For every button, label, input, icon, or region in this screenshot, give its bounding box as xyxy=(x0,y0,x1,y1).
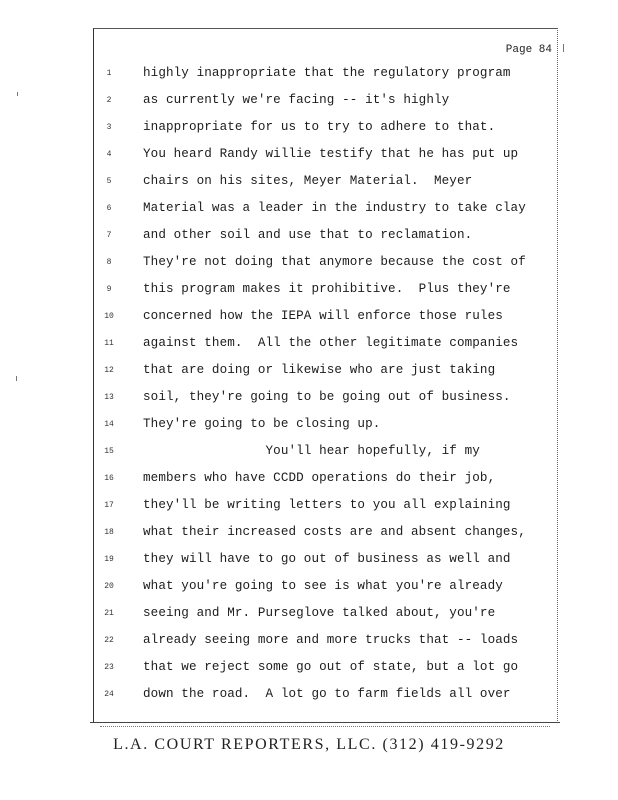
line-number: 10 xyxy=(104,312,114,321)
line-text: inappropriate for us to try to adhere to that. xyxy=(143,120,496,134)
line-number: 7 xyxy=(106,231,112,240)
line-text: against them. All the other legitimate companies xyxy=(143,336,519,350)
line-text: they will have to go out of business as well and xyxy=(143,552,511,566)
line-text: members who have CCDD operations do their job, xyxy=(143,471,496,485)
page-number: Page 84 xyxy=(505,44,552,56)
line-text: soil, they're going to be going out of business. xyxy=(143,390,511,404)
line-number: 6 xyxy=(106,204,112,213)
line-text: and other soil and use that to reclamation. xyxy=(143,228,473,242)
line-text: what their increased costs are and absent changes, xyxy=(143,525,526,539)
scan-speck xyxy=(16,376,17,381)
line-text: that are doing or likewise who are just taking xyxy=(143,363,496,377)
line-number: 15 xyxy=(104,447,114,456)
line-text: down the road. A lot go to farm fields all over xyxy=(143,687,511,701)
line-number: 11 xyxy=(104,339,114,348)
line-number: 9 xyxy=(106,285,112,294)
line-number: 1 xyxy=(106,69,112,78)
scan-speck xyxy=(17,92,18,96)
line-text: You heard Randy willie testify that he has put up xyxy=(143,147,519,161)
line-number: 21 xyxy=(104,609,114,618)
line-number: 8 xyxy=(106,258,112,267)
line-number: 23 xyxy=(104,663,114,672)
line-text: You'll hear hopefully, if my xyxy=(143,444,480,458)
line-text: already seeing more and more trucks that -- loads xyxy=(143,633,519,647)
line-text: Material was a leader in the industry to take clay xyxy=(143,201,526,215)
page-bottom-rule xyxy=(90,722,560,723)
scan-speck xyxy=(563,44,564,52)
line-number: 12 xyxy=(104,366,114,375)
line-text: concerned how the IEPA will enforce those rules xyxy=(143,309,503,323)
line-number: 14 xyxy=(104,420,114,429)
line-text: they'll be writing letters to you all explaining xyxy=(143,498,511,512)
page-bottom-rule-dotted xyxy=(100,726,550,727)
line-number: 5 xyxy=(106,177,112,186)
line-number: 13 xyxy=(104,393,114,402)
line-number: 22 xyxy=(104,636,114,645)
line-text: what you're going to see is what you're already xyxy=(143,579,503,593)
line-number: 16 xyxy=(104,474,114,483)
line-text: this program makes it prohibitive. Plus they're xyxy=(143,282,511,296)
line-text: highly inappropriate that the regulatory program xyxy=(143,66,511,80)
line-number: 18 xyxy=(104,528,114,537)
court-reporter-footer: L.A. COURT REPORTERS, LLC. (312) 419-9292 xyxy=(113,736,505,753)
line-text: chairs on his sites, Meyer Material. Meyer xyxy=(143,174,473,188)
line-number: 17 xyxy=(104,501,114,510)
line-number: 4 xyxy=(106,150,112,159)
line-text: They're not doing that anymore because the cost of xyxy=(143,255,526,269)
line-text: that we reject some go out of state, but a lot go xyxy=(143,660,519,674)
line-number: 3 xyxy=(106,123,112,132)
line-number: 2 xyxy=(106,96,112,105)
line-number: 24 xyxy=(104,690,114,699)
line-text: seeing and Mr. Purseglove talked about, you're xyxy=(143,606,496,620)
line-text: as currently we're facing -- it's highly xyxy=(143,93,450,107)
line-number: 19 xyxy=(104,555,114,564)
line-text: They're going to be closing up. xyxy=(143,417,381,431)
line-number: 20 xyxy=(104,582,114,591)
